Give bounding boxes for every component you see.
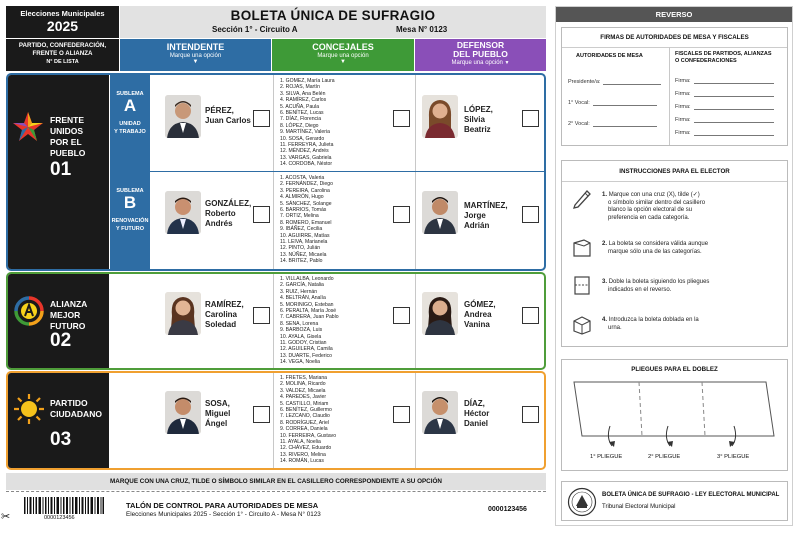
concejal-name: 7. LEZCANO, Claudio	[280, 413, 330, 420]
candidate-given-name: Roberto	[205, 209, 236, 218]
seal-icon	[567, 487, 597, 517]
signature-line-vocal-1[interactable]	[568, 100, 657, 106]
control-stub-number: 0000123456	[488, 506, 527, 513]
candidate-photo	[165, 292, 201, 335]
instruction-number: 4.	[602, 317, 608, 323]
candidate-photo	[422, 95, 458, 138]
firma-label: Firma:	[675, 130, 691, 136]
candidate-given-name: Andrea	[464, 310, 492, 319]
vote-checkbox-intendente-2[interactable]	[253, 307, 270, 324]
role-label: 2° Vocal:	[568, 121, 590, 127]
star-logo-icon	[12, 111, 44, 143]
defensor-label-1: DEFENSOR	[456, 40, 505, 50]
sublema-a-desc-1: UNIDAD	[119, 121, 141, 127]
firma-label: Firma:	[675, 91, 691, 97]
authorities-header: AUTORIDADES DE MESA	[576, 53, 643, 59]
concejal-name: 8. ROMERO, Emanuel	[280, 219, 332, 226]
candidate-surname: SOSA,	[205, 399, 230, 408]
concejales-list-3	[280, 375, 400, 466]
intendente-label: INTENDENTE	[166, 42, 225, 52]
candidate-given-name: Miguel	[205, 409, 231, 418]
concejal-name: 6. BARRIOS, Tomás	[280, 206, 327, 213]
vote-checkbox-defensor-3[interactable]	[522, 406, 539, 423]
concejal-name: 3. PEREIRA, Carolina	[280, 187, 330, 194]
folds-box	[561, 359, 788, 471]
defensor-candidate-1b	[464, 201, 508, 231]
party-01-number: 01	[50, 159, 72, 180]
marking-instruction-bar	[6, 473, 546, 490]
candidate-given-name: Héctor	[464, 409, 490, 418]
vote-checkbox-intendente-3[interactable]	[253, 406, 270, 423]
concejal-name: 11. LEIVA, Marianela	[280, 238, 328, 245]
candidate-given-name: Juan Carlos	[205, 116, 251, 125]
signature-line-fiscal[interactable]	[675, 78, 774, 84]
signatures-title: FIRMAS DE AUTORIDADES DE MESA Y FISCALES	[600, 34, 749, 41]
concejal-name: 11. GODOY, Cristian	[280, 339, 327, 346]
candidate-given-name: Andrés	[205, 219, 233, 228]
concejal-name: 1. ACOSTA, Valeria	[280, 175, 325, 181]
candidate-surname: RAMÍREZ,	[205, 300, 244, 309]
sublema-a	[110, 75, 150, 171]
election-year: 2025	[46, 18, 79, 34]
sublema-b-label: SUBLEMA	[116, 188, 144, 194]
vote-checkbox-concejales-2[interactable]	[393, 307, 410, 324]
concejal-name: 7. DÍAZ, Florencia	[280, 116, 322, 123]
concejal-name: 5. SÁNCHEZ, Solange	[280, 200, 332, 207]
firma-label: Firma:	[675, 117, 691, 123]
candidate-given-name: Vanina	[464, 320, 490, 329]
defensor-hint-text: Marque una opción	[451, 60, 503, 66]
instruction-item-2	[602, 241, 782, 256]
party-header-line2: FRENTE O ALIANZA	[32, 50, 93, 57]
concejal-name: 12. MÉNDEZ, Andrés	[280, 148, 329, 155]
concejal-name: 11. FERREYRA, Julieta	[280, 141, 334, 148]
concejal-name: 13. DUARTE, Federico	[280, 352, 332, 359]
party-row-02	[6, 272, 546, 370]
sublema-a-desc-2: Y TRABAJO	[114, 129, 146, 135]
party-01-name-1: FRENTE	[50, 115, 84, 125]
concejales-list-2	[280, 276, 400, 367]
concejal-name: 12. PINTO, Julián	[280, 245, 321, 252]
concejal-name: 9. IBÁÑEZ, Cecilia	[280, 226, 323, 233]
candidate-photo	[165, 191, 201, 234]
candidate-given-name: Daniel	[464, 419, 489, 428]
signature-line-fiscal[interactable]	[675, 117, 774, 123]
candidate-photo	[422, 391, 458, 434]
firma-label: Firma:	[675, 78, 691, 84]
concejales-header	[272, 39, 414, 71]
instruction-item-3	[602, 279, 782, 294]
instruction-number: 3.	[602, 279, 608, 285]
alliance-logo-icon	[14, 296, 44, 326]
party-02-number: 02	[50, 330, 72, 351]
sublema-b	[110, 172, 150, 269]
candidate-given-name: Carolina	[205, 310, 238, 319]
sublema-a-label: SUBLEMA	[116, 91, 144, 97]
instruction-number: 2.	[602, 241, 608, 247]
fold-label-2: 2° PLIEGUE	[648, 454, 681, 460]
law-org: Tribunal Electoral Municipal	[602, 504, 676, 510]
instructions-title: INSTRUCCIONES PARA EL ELECTOR	[619, 168, 730, 175]
concejal-name: 13. VARGAS, Gabriela	[280, 154, 332, 161]
concejal-name: 5. ACUÑA, Paula	[280, 103, 320, 110]
candidate-surname: PÉREZ,	[205, 106, 234, 115]
candidate-surname: MARTÍNEZ,	[464, 201, 508, 210]
party-01-cell	[8, 75, 109, 269]
defensor-header	[415, 39, 546, 71]
pencil-icon	[571, 187, 593, 209]
party-03-number: 03	[50, 429, 72, 450]
signature-line-president[interactable]	[568, 79, 661, 85]
instruction-line: Introduzca la boleta doblada en la	[608, 317, 699, 323]
concejal-name: 14. BRITEZ, Pablo	[280, 258, 323, 265]
sublema-b-desc-1: RENOVACIÓN	[111, 218, 149, 224]
candidate-given-name: Ángel	[205, 419, 228, 428]
concejal-name: 4. BELTRÁN, Analía	[280, 295, 326, 302]
firma-label: Firma:	[675, 104, 691, 110]
candidate-surname: GÓMEZ,	[464, 300, 496, 309]
party-row-01	[6, 73, 546, 271]
concejal-name: 14. CORDOBA, Néstor	[280, 161, 333, 168]
party-03-name-2: CIUDADANO	[50, 409, 102, 419]
party-03-name	[50, 398, 102, 420]
concejal-name: 3. SILVA, Ana Belén	[280, 90, 326, 97]
concejal-name: 8. LÓPEZ, Diego	[280, 122, 319, 129]
concejal-name: 2. GARCÍA, Natalia	[280, 282, 324, 289]
ballot-box-icon	[571, 313, 593, 335]
concejal-name: 3. VALDEZ, Micaela	[280, 387, 326, 394]
control-stub-subtitle: Elecciones Municipales 2025 - Sección 1° - Circuito A - Mesa N° 0123	[126, 511, 321, 518]
concejal-name: 9. BARBOZA, Luis	[280, 327, 323, 334]
candidate-given-name: Jorge	[464, 211, 486, 220]
concejal-name: 13. RIVERO, Melina	[280, 451, 326, 458]
concejal-name: 6. BENÍTEZ, Guillermo	[280, 406, 332, 413]
party-row-03	[6, 371, 546, 470]
reverse-header	[556, 7, 792, 22]
table-number: Mesa N° 0123	[396, 25, 448, 34]
defensor-label-2: DEL PUEBLO	[453, 49, 508, 59]
candidate-photo	[422, 292, 458, 335]
concejal-name: 12. CHÁVEZ, Eduardo	[280, 445, 332, 452]
concejal-name: 11. AYALA, Noelia	[280, 438, 321, 445]
marking-instruction-text: MARQUE CON UNA CRUZ, TILDE O SÍMBOLO SIMILAR EN EL CASILLERO CORRESPONDIENTE A SU OPCIÓN	[110, 478, 442, 485]
concejal-name: 6. PERALTA, María José	[280, 307, 337, 314]
fold-label-3: 3° PLIEGUE	[717, 454, 750, 460]
vote-checkbox-concejales-1a[interactable]	[393, 110, 410, 127]
fold-label-1: 1° PLIEGUE	[590, 454, 623, 460]
sublema-b-desc-2: Y FUTURO	[115, 226, 144, 232]
signature-line-fiscal[interactable]	[675, 104, 774, 110]
fiscales-header-2: O CONFEDERACIONES	[675, 58, 737, 64]
concejal-name: 9. CORREA, Daniela	[280, 426, 328, 433]
intendente-candidate-1a	[205, 106, 251, 126]
candidate-surname: DÍAZ,	[464, 399, 485, 408]
intendente-candidate-2	[205, 300, 244, 330]
defensor-candidate-2	[464, 300, 496, 330]
concejales-list-1b	[280, 175, 400, 267]
concejal-name: 1. FRETES, Mariana	[280, 375, 327, 381]
instruction-line: preferencia en cada categoría.	[608, 214, 690, 221]
barcode-icon	[24, 497, 104, 514]
chevron-down-icon: ▼	[192, 59, 199, 65]
concejal-name: 10. FERREIRA, Gustavo	[280, 432, 337, 439]
fiscales-header	[675, 51, 772, 65]
sun-logo-icon	[13, 393, 45, 425]
concejal-name: 4. PAREDES, Javier	[280, 394, 327, 401]
law-box	[561, 481, 788, 521]
reverse-title: REVERSO	[655, 10, 693, 19]
sublema-a-letter: A	[123, 96, 137, 115]
concejal-name: 10. SOSA, Gerardo	[280, 135, 325, 142]
concejal-name: 3. RUIZ, Hernán	[280, 288, 318, 295]
instruction-line: Doble la boleta siguiendo los pliegues	[608, 279, 710, 285]
folded-paper-icon	[571, 237, 593, 259]
party-02-name-2: MEJOR FUTURO	[50, 310, 86, 331]
concejal-name: 2. MOLINA, Ricardo	[280, 381, 326, 388]
party-01-name	[50, 115, 109, 159]
role-label: Presidente/a:	[568, 79, 601, 85]
party-01-name-3: POR EL PUEBLO	[50, 137, 86, 158]
section-label: Sección 1° - Circuito A	[212, 25, 298, 34]
party-02-name	[50, 299, 109, 332]
concejales-label: CONCEJALES	[312, 42, 374, 52]
control-stub	[1, 491, 546, 527]
defensor-candidate-3	[464, 399, 489, 429]
vote-checkbox-concejales-3[interactable]	[393, 406, 410, 423]
party-03-name-1: PARTIDO	[50, 398, 88, 408]
vote-checkbox-intendente-1b[interactable]	[253, 206, 270, 223]
party-02-cell	[8, 274, 109, 368]
concejal-name: 14. VEGA, Noelia	[280, 359, 320, 366]
signatures-box	[561, 27, 788, 146]
vote-checkbox-defensor-1a[interactable]	[522, 110, 539, 127]
candidate-surname: GONZÁLEZ,	[205, 199, 252, 208]
concejal-name: 1. VILLALBA, Leonardo	[280, 276, 334, 282]
instruction-item-1	[602, 192, 782, 222]
candidate-photo	[422, 191, 458, 234]
party-03-cell	[8, 373, 109, 468]
concejal-name: 10. AYALA, Gisela	[280, 333, 322, 340]
folds-title: PLIEGUES PARA EL DOBLEZ	[631, 366, 718, 373]
instruction-item-4	[602, 317, 782, 332]
concejal-name: 13. NÚÑEZ, Micaela	[280, 251, 327, 258]
candidate-given-name: Silvia	[464, 115, 485, 124]
intendente-header	[120, 39, 271, 71]
vote-checkbox-defensor-1b[interactable]	[522, 206, 539, 223]
vote-checkbox-defensor-2[interactable]	[522, 307, 539, 324]
fold-diagram	[570, 378, 780, 448]
instructions-box	[561, 160, 788, 347]
ballot-title-box	[120, 6, 546, 38]
fold-paper-icon	[571, 274, 593, 296]
concejal-name: 8. SENA, Lorena	[280, 320, 319, 327]
barcode-number: 0000123456	[44, 515, 75, 521]
scissors-icon[interactable]: ✂	[1, 511, 11, 523]
intendente-hint: Marque una opción	[169, 53, 222, 59]
instruction-number: 1.	[602, 192, 608, 198]
party-01-name-2: UNIDOS	[50, 126, 84, 136]
concejal-name: 4. RAMÍREZ, Carlos	[280, 97, 327, 104]
party-header-line1: PARTIDO, CONFEDERACIÓN,	[18, 42, 107, 49]
concejal-name: 6. BENÍTEZ, Lucas	[280, 109, 324, 116]
control-stub-title: TALÓN DE CONTROL PARA AUTORIDADES DE MESA	[126, 501, 319, 510]
vote-checkbox-intendente-1a[interactable]	[253, 110, 270, 127]
instruction-line: o símbolo similar dentro del casillero	[608, 199, 706, 206]
concejal-name: 8. RODRÍGUEZ, Ariel	[280, 419, 329, 426]
concejal-name: 12. AGUILERA, Camila	[280, 346, 333, 353]
candidate-surname: LÓPEZ,	[464, 105, 493, 114]
concejal-name: 2. ROJAS, Martín	[280, 84, 320, 91]
concejal-name: 10. AGUIRRE, Matías	[280, 232, 330, 239]
concejal-name: 9. MARTÍNEZ, Valeria	[280, 129, 330, 136]
party-02-name-1: ALIANZA	[50, 299, 88, 309]
law-title: BOLETA ÚNICA DE SUFRAGIO - LEY ELECTORAL MUNICIPAL	[602, 492, 780, 498]
concejal-name: 5. MORINIGO, Esteban	[280, 301, 334, 308]
intendente-candidate-1b	[205, 199, 251, 229]
instruction-line: indicados en el reverso.	[608, 286, 672, 293]
defensor-candidate-1a	[464, 105, 493, 135]
concejal-name: 1. GÓMEZ, María Laura	[280, 78, 335, 84]
instruction-line: urna.	[608, 324, 622, 331]
concejal-name: 5. CASTILLO, Miriam	[280, 400, 329, 407]
ballot-title: BOLETA ÚNICA DE SUFRAGIO	[230, 8, 436, 23]
vote-checkbox-concejales-1b[interactable]	[393, 206, 410, 223]
fiscales-header-1: FISCALES DE PARTIDOS, ALIANZAS	[675, 51, 772, 57]
concejal-name: 14. ROMÁN, Lucas	[280, 458, 324, 465]
concejal-name: 4. ALMIRÓN, Hugo	[280, 194, 324, 201]
election-name: Elecciones Municipales	[20, 9, 105, 18]
party-column-header	[6, 39, 119, 71]
role-label: 1° Vocal:	[568, 100, 590, 106]
defensor-hint	[415, 59, 546, 67]
intendente-candidate-3	[205, 399, 230, 429]
reverse-panel	[555, 6, 793, 526]
candidate-given-name: Soledad	[205, 320, 237, 329]
concejales-hint: Marque una opción	[317, 53, 369, 59]
election-box	[6, 6, 119, 38]
concejal-name: 2. FERNÁNDEZ, Diego	[280, 181, 333, 188]
concejal-name: 7. ORTIZ, Melina	[280, 213, 319, 220]
instruction-line: Marque con una cruz (X), tilde (✓)	[608, 192, 700, 198]
instruction-line: blanco la opción electoral de su	[608, 207, 693, 214]
concejal-name: 7. CABRERA, Juan Pablo	[280, 314, 339, 321]
instruction-line: marque sólo una de las categorías.	[608, 248, 702, 255]
chevron-down-icon: ▼	[340, 59, 346, 65]
concejales-list-1a	[280, 78, 400, 169]
instruction-line: La boleta se considera válida aunque	[608, 241, 709, 247]
chevron-down-icon: ▼	[504, 60, 510, 66]
signature-line-fiscal[interactable]	[675, 91, 774, 97]
candidate-given-name: Adrián	[464, 221, 490, 230]
signature-line-fiscal[interactable]	[675, 130, 774, 136]
signature-line-vocal-2[interactable]	[568, 121, 657, 127]
candidate-photo	[165, 95, 201, 138]
candidate-given-name: Beatriz	[464, 125, 491, 134]
sublema-b-letter: B	[123, 193, 137, 212]
party-header-line3: N° DE LISTA	[46, 59, 79, 65]
candidate-photo	[165, 391, 201, 434]
